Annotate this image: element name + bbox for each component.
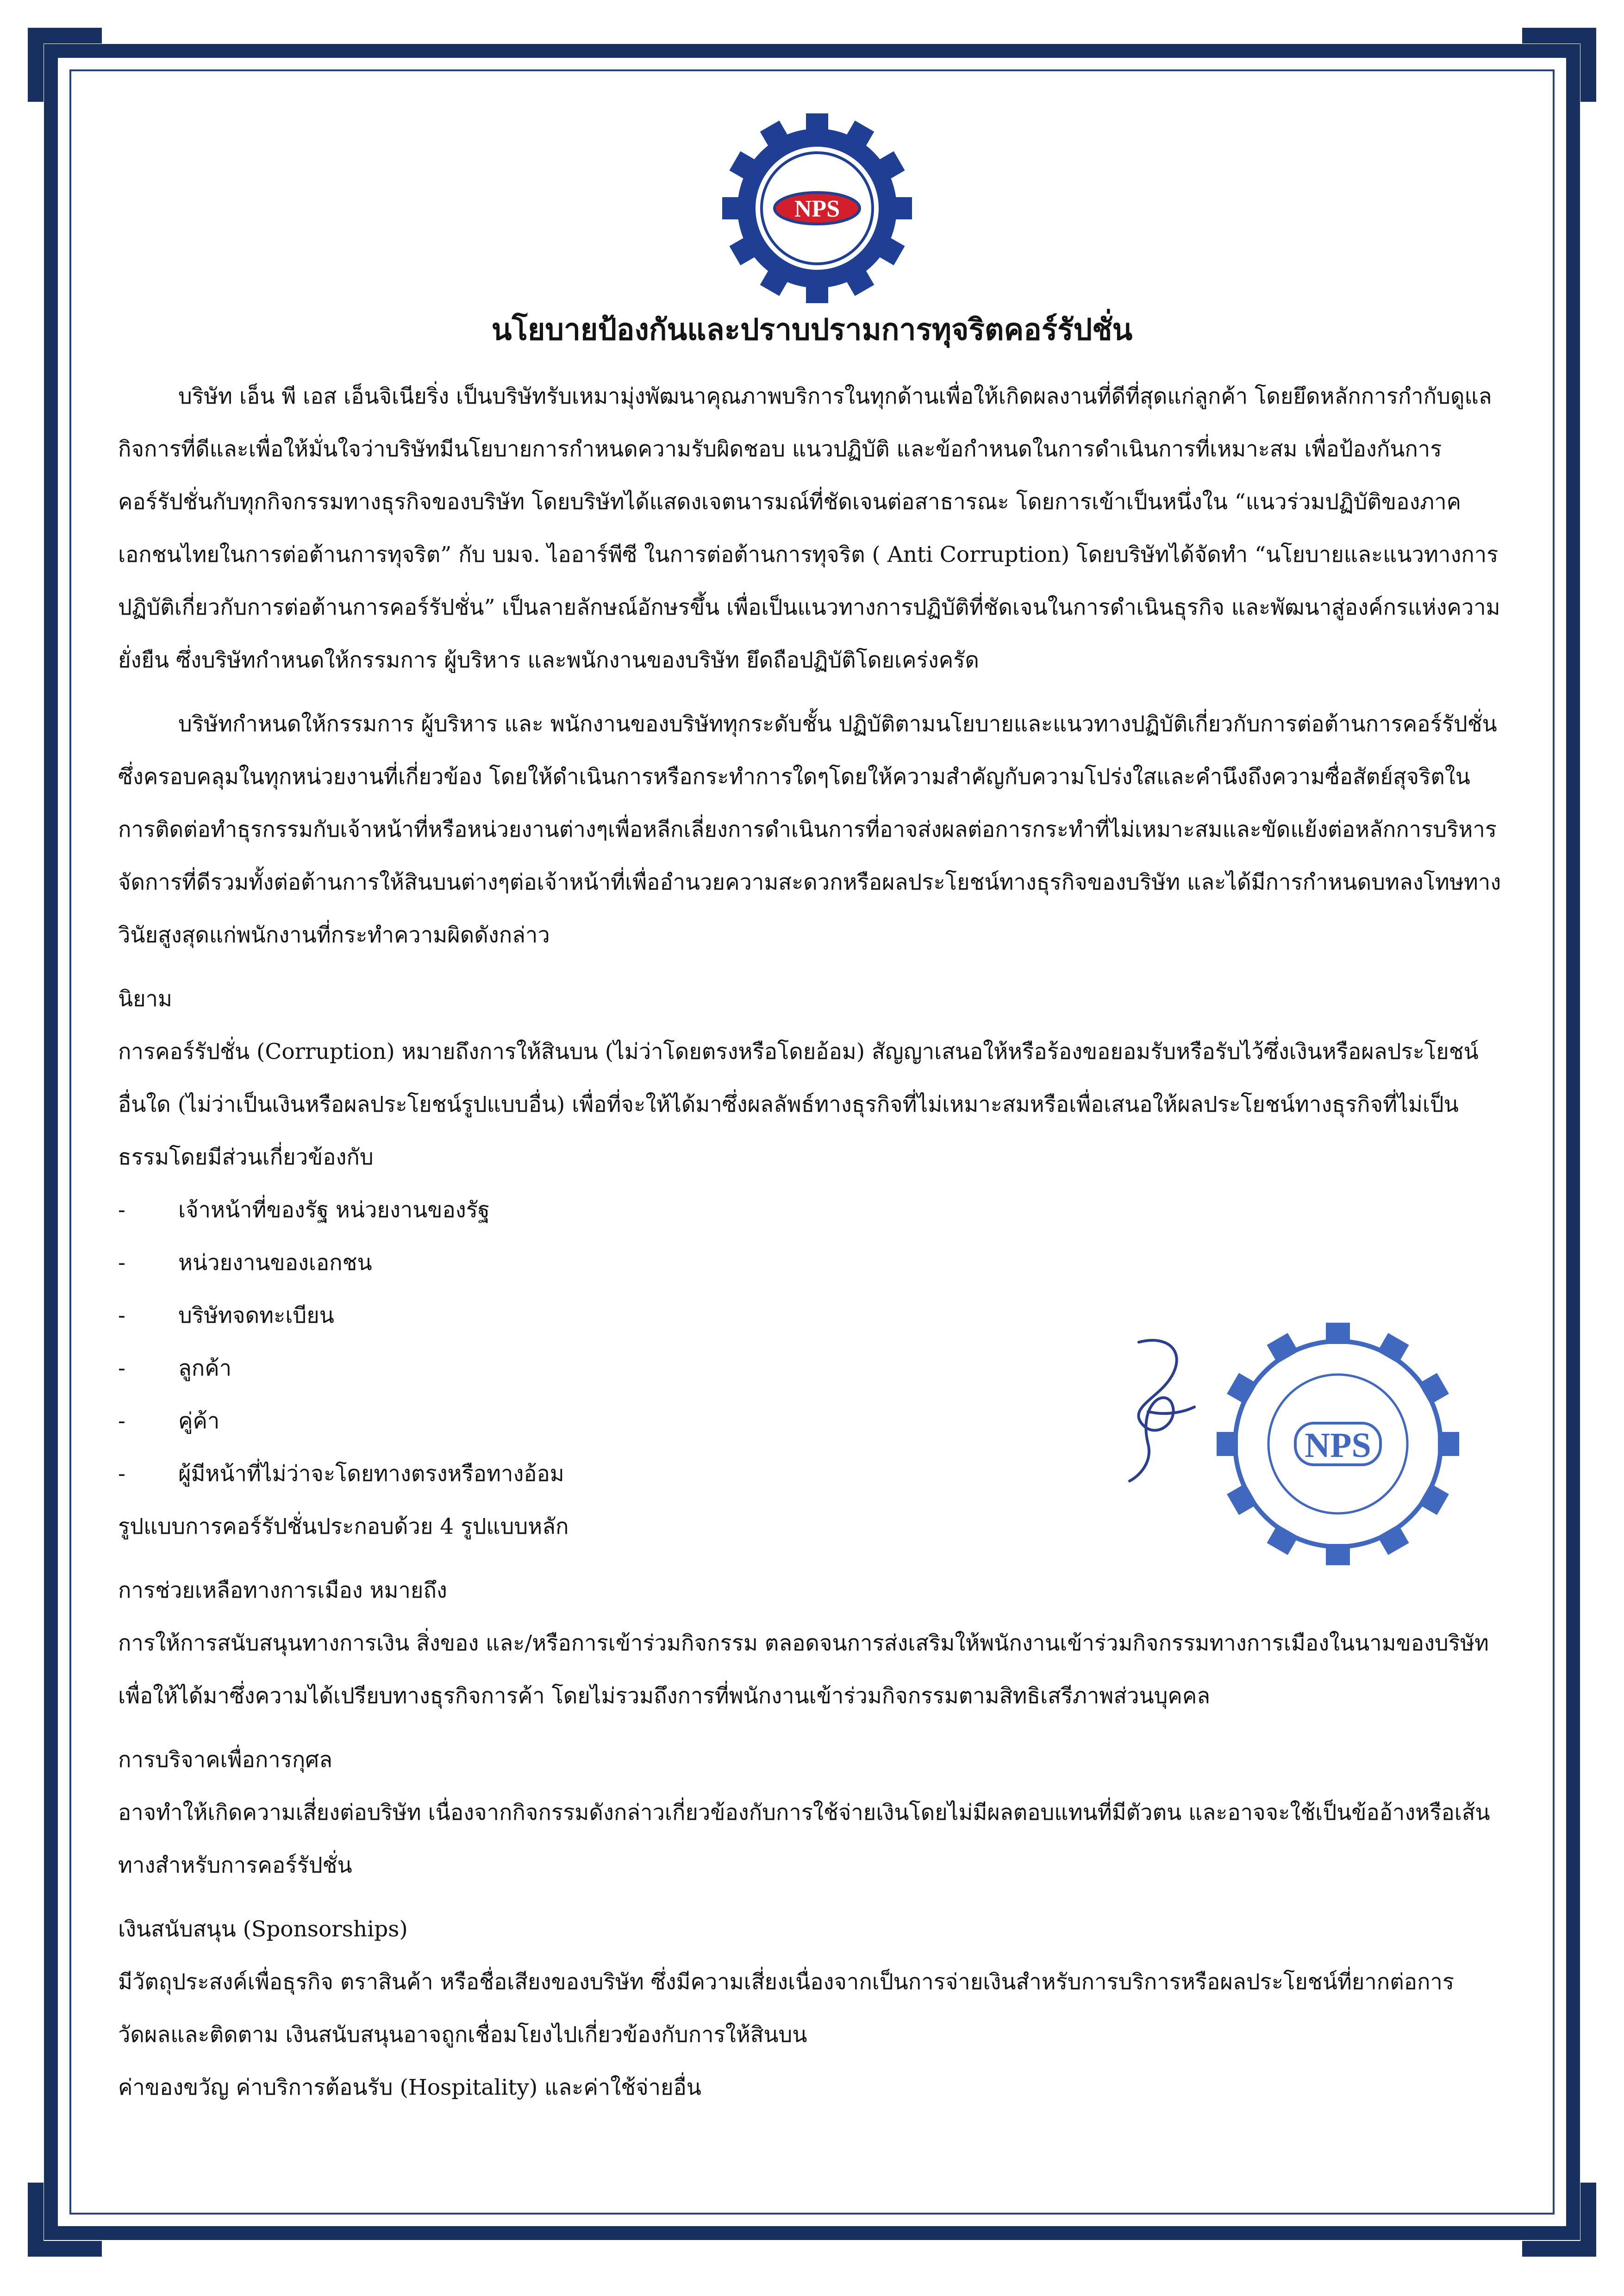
logo-name: NPS [794, 196, 840, 222]
list-item: - หน่วยงานของเอกชน [118, 1237, 1502, 1289]
list-item: - ลูกค้า [118, 1342, 1502, 1395]
list-item: - คู่ค้า [118, 1395, 1502, 1448]
stamp-name: NPS [1305, 1426, 1371, 1465]
political-paragraph: การให้การสนับสนุนทางการเงิน สิ่งของ และ/หรือการเข้าร่วมกิจกรรม ตลอดจนการส่งเสริมให้พนักงานเข้าร่วมกิจกรรมทางการเมืองในนามของบริษัท เพื่อให้ได้มาซึ่งความได้เปรียบทางธุรกิจการค้า โดยไม่รวมถึงการที่พนักงานเข้าร่วมกิจกรรมตามสิทธิเสรีภาพส่วนบุคคล [118, 1630, 1489, 1709]
list-item: - ผู้มีหน้าที่ไม่ว่าจะโดยทางตรงหรือทางอ้อม [118, 1448, 1502, 1500]
definition-paragraph: การคอร์รัปชั่น (Corruption) หมายถึงการให้สินบน (ไม่ว่าโดยตรงหรือโดยอ้อม) สัญญาเสนอให้หรือร้องขอยอมรับหรือรับไว้ซึ่งเงินหรือผลประโยชน์อื่นใด (ไม่ว่าเป็นเงินหรือผลประโยชน์รูปแบบอื่น) เพื่อที่จะให้ได้มาซึ่งผลลัพธ์ทางธุรกิจที่ไม่เหมาะสมหรือเพื่อเสนอให้ผลประโยชน์ทางธุรกิจที่ไม่เป็นธรรมโดยมีส่วนเกี่ยวข้องกับ [118, 1039, 1479, 1170]
border-corner-bottom-left [28, 2183, 102, 2257]
border-corner-top-right [1522, 28, 1596, 102]
document-body [118, 370, 1502, 2114]
intro-paragraph: บริษัท เอ็น พี เอส เอ็นจิเนียริ่ง เป็นบริษัทรับเหมามุ่งพัฒนาคุณภาพบริการในทุกด้านเพื่อให้เกิดผลงานที่ดีที่สุดแก่ลูกค้า โดยยึดหลักการกำกับดูแลกิจการที่ดีและเพื่อให้มั่นใจว่าบริษัทมีนโยบายการกำหนดความรับผิดชอบ แนวปฏิบัติ และข้อกำหนดในการดำเนินการที่เหมาะสม เพื่อป้องกันการคอร์รัปชั่นกับทุกกิจกรรมทางธุรกิจของบริษัท โดยบริษัทได้แสดงเจตนารมณ์ที่ชัดเจนต่อสาธารณะ โดยการเข้าเป็นหนึ่งใน “แนวร่วมปฏิบัติของภาคเอกชนไทยในการต่อต้านการทุจริต” กับ บมจ. ไออาร์พีซี ในการต่อต้านการทุจริต ( Anti Corruption) โดยบริษัทได้จัดทำ “นโยบายและแนวทางการปฏิบัติเกี่ยวกับการต่อต้านการคอร์รัปชั่น” เป็นลายลักษณ์อักษรขึ้น เพื่อเป็นแนวทางการปฏิบัติที่ชัดเจนในการดำเนินธุรกิจ และพัฒนาสู่องค์กรแห่งความยั่งยืน ซึ่งบริษัทกำหนดให้กรรมการ ผู้บริหาร และพนักงานของบริษัท ยึดถือปฏิบัติโดยเคร่งครัด [118, 384, 1500, 673]
bullet-dash: - [118, 1303, 125, 1328]
bullet-dash: - [118, 1461, 125, 1487]
definition-heading: นิยาม [118, 986, 173, 1012]
border-corner-bottom-right [1522, 2183, 1596, 2257]
political-heading: การช่วยเหลือทางการเมือง หมายถึง [118, 1578, 447, 1603]
bullet-dash: - [118, 1356, 125, 1381]
charity-paragraph: อาจทำให้เกิดความเสี่ยงต่อบริษัท เนื่องจากกิจกรรมดังกล่าวเกี่ยวข้องกับการใช้จ่ายเงินโดยไม่มีผลตอบแทนที่มีตัวตน และอาจจะใช้เป็นข้ออ้างหรือเส้นทางสำหรับการคอร์รัปชั่น [118, 1800, 1490, 1878]
company-logo [711, 111, 924, 305]
parties-list [118, 1184, 1502, 1500]
list-item: - บริษัทจดทะเบียน [118, 1289, 1502, 1342]
gifts-line: ค่าของขวัญ ค่าบริการต้อนรับ (Hospitality) และค่าใช้จ่ายอื่น [118, 2075, 701, 2100]
bullet-dash: - [118, 1408, 125, 1434]
sponsorship-paragraph: มีวัตถุประสงค์เพื่อธุรกิจ ตราสินค้า หรือชื่อเสียงของบริษัท ซึ่งมีความเสี่ยงเนื่องจากเป็นการจ่ายเงินสำหรับการบริการหรือผลประโยชน์ที่ยากต่อการวัดผลและติดตาม เงินสนับสนุนอาจถูกเชื่อมโยงไปเกี่ยวข้องกับการให้สินบน [118, 1969, 1455, 2047]
sponsorship-heading: เงินสนับสนุน (Sponsorships) [118, 1916, 408, 1942]
forms-intro: รูปแบบการคอร์รัปชั่นประกอบด้วย 4 รูปแบบหลัก [118, 1514, 569, 1539]
list-item: - เจ้าหน้าที่ของรัฐ หน่วยงานของรัฐ [118, 1184, 1502, 1237]
border-corner-top-left [28, 28, 102, 102]
document-title: นโยบายป้องกันและปราบปรามการทุจริตคอร์รัปชั่น [491, 312, 1133, 347]
bullet-dash: - [118, 1250, 125, 1276]
policy-paragraph: บริษัทกำหนดให้กรรมการ ผู้บริหาร และ พนักงานของบริษัททุกระดับชั้น ปฏิบัติตามนโยบายและแนวทางปฏิบัติเกี่ยวกับการต่อต้านการคอร์รัปชั่นซึ่งครอบคลุมในทุกหน่วยงานที่เกี่ยวข้อง โดยให้ดำเนินการหรือกระทำการใดๆโดยให้ความสำคัญกับความโปร่งใสและคำนึงถึงความซื่อสัตย์สุจริตในการติดต่อทำธุรกรรมกับเจ้าหน้าที่หรือหน่วยงานต่างๆเพื่อหลีกเลี่ยงการดำเนินการที่อาจส่งผลต่อการกระทำที่ไม่เหมาะสมและขัดแย้งต่อหลักการบริหารจัดการที่ดีรวมทั้งต่อต้านการให้สินบนต่างๆต่อเจ้าหน้าที่เพื่ออำนวยความสะดวกหรือผลประโยชน์ทางธุรกิจของบริษัท และได้มีการกำหนดบทลงโทษทางวินัยสูงสุดแก่พนักงานที่กระทำความผิดดังกล่าว [118, 711, 1501, 948]
charity-heading: การบริจาคเพื่อการกุศล [118, 1747, 333, 1773]
bullet-dash: - [118, 1197, 125, 1223]
